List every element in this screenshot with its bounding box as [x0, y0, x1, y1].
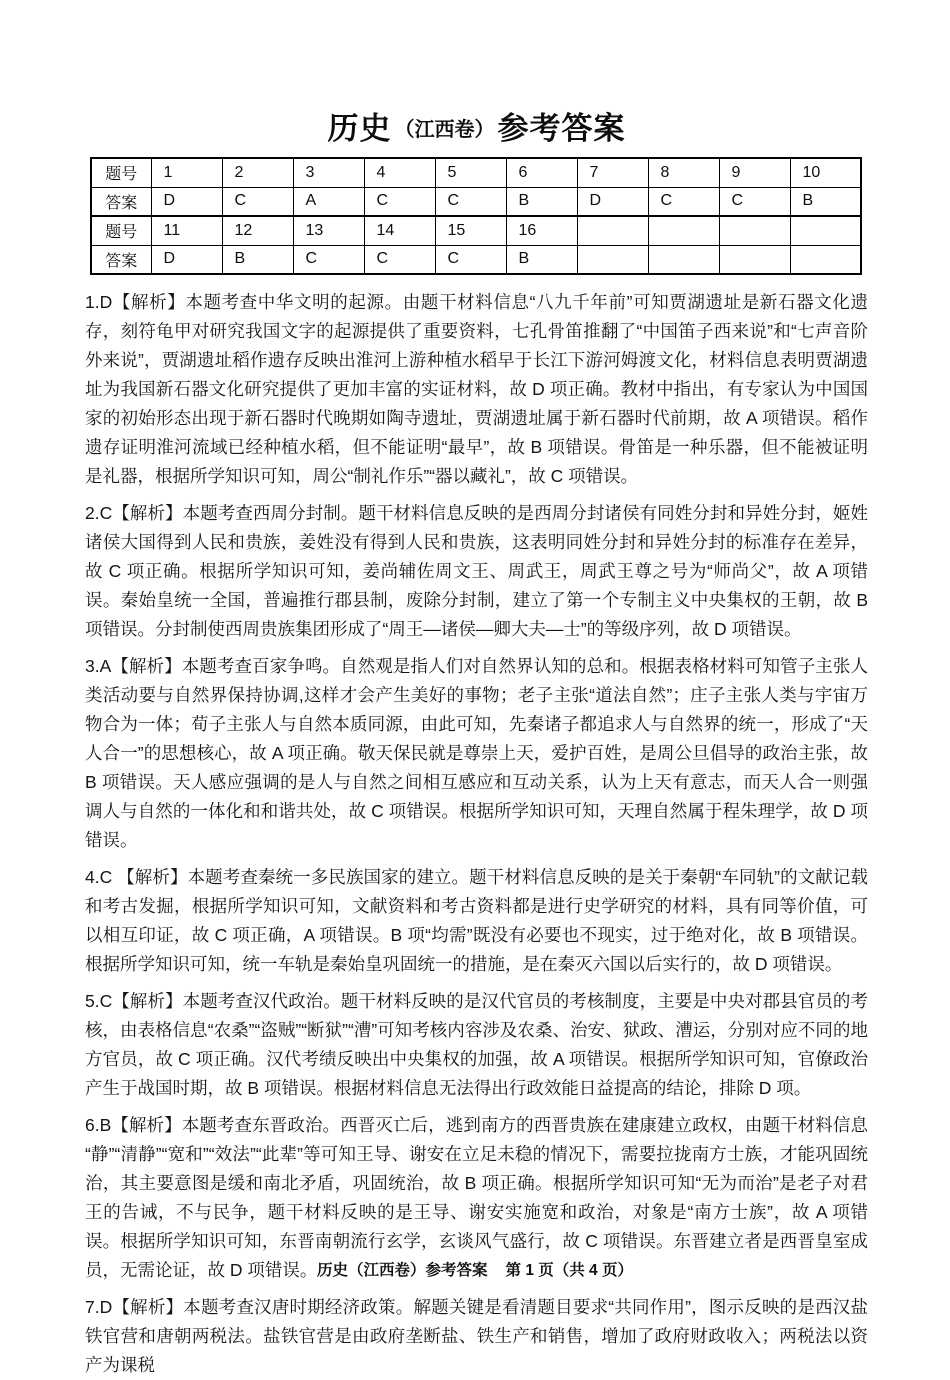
answer-letter-cell: B [506, 187, 577, 216]
row-label-cell: 题号 [91, 216, 151, 245]
question-number-cell: 13 [293, 216, 364, 245]
answer-letter-cell: C [364, 187, 435, 216]
answer-table-row [91, 216, 861, 245]
explanation-paragraph: 5.C【解析】本题考查汉代政治。题干材料反映的是汉代官员的考核制度，主要是中央对郡县官员的考核，由表格信息“农桑”“盗贼”“断狱”“漕”可知考核内容涉及农桑、治安、狱政、漕运，分别对应不同的地方官员，故 C 项正确。汉代考绩反映出中央集权的加强，故 A 项错误。根据所学知识可知，官僚政治产生于战国时期，故 B 项错误。根据材料信息无法得出行政效能日益提高的结论，排除 D 项。 [85, 991, 868, 1098]
answer-letter-cell: A [293, 187, 364, 216]
footer-page-number: 第 1 页（共 4 页） [505, 1262, 633, 1279]
answer-letter-cell: D [577, 187, 648, 216]
answer-letter-cell [719, 245, 790, 274]
question-number-cell [719, 216, 790, 245]
answer-key-table [90, 157, 862, 275]
answer-letter-cell: B [506, 245, 577, 274]
explanation-paragraph: 7.D【解析】本题考查汉唐时期经济政策。解题关键是看清题目要求“共同作用”，图示反映的是西汉盐铁官营和唐朝两税法。盐铁官营是由政府垄断盐、铁生产和销售，增加了政府财政收入；两税法以资产为课税 [85, 1297, 868, 1375]
explanation-paragraph: 6.B【解析】本题考查东晋政治。西晋灭亡后，逃到南方的西晋贵族在建康建立政权，由题干材料信息“静”“清静”“宽和”“效法”“此辈”等可知王导、谢安在立足未稳的情况下，需要拉拢南方士族，才能巩固统治，其主要意图是缓和南北矛盾，巩固统治，故 B 项正确。根据所学知识可知“无为而治”是老子对君王的告诫，不与民争，题干材料反映的是王导、谢安实施宽和政治，对象是“南方士族”，故 A 项错误。根据所学知识可知，东晋南朝流行玄学，玄谈风气盛行，故 C 项错误。东晋建立者是西晋皇室成员，无需论证，故 D 项错误。 [85, 1115, 868, 1280]
page-title [85, 103, 868, 148]
answer-letter-cell: C [293, 245, 364, 274]
question-number-cell: 7 [577, 158, 648, 187]
title-suffix: 参考答案 [497, 111, 626, 146]
question-number-cell [648, 216, 719, 245]
row-label-cell: 答案 [91, 187, 151, 216]
question-number-cell: 15 [435, 216, 506, 245]
question-number-cell: 11 [151, 216, 222, 245]
question-number-cell: 10 [790, 158, 861, 187]
answer-table-row [91, 158, 861, 187]
answer-letter-cell: B [222, 245, 293, 274]
row-label-cell: 答案 [91, 245, 151, 274]
question-number-cell [577, 216, 648, 245]
question-number-cell: 2 [222, 158, 293, 187]
explanation-paragraph: 4.C 【解析】本题考查秦统一多民族国家的建立。题干材料信息反映的是关于秦朝“车同轨”的文献记载和考古发掘，根据所学知识可知，文献资料和考古资料都是进行史学研究的材料，具有同等价值，可以相互印证，故 C 项正确，A 项错误。B 项“均需”既没有必要也不现实，过于绝对化，故 B 项错误。根据所学知识可知，统一车轨是秦始皇巩固统一的措施，是在秦灭六国以后实行的，故 D 项错误。 [85, 867, 868, 974]
answer-letter-cell [790, 245, 861, 274]
answer-letter-cell [648, 245, 719, 274]
title-subject: 历史 [327, 111, 392, 146]
question-number-cell: 6 [506, 158, 577, 187]
answer-letter-cell: C [435, 187, 506, 216]
title-paper: （江西卷） [394, 119, 495, 141]
answer-letter-cell: C [435, 245, 506, 274]
answer-key-table-body [91, 158, 861, 274]
question-number-cell: 9 [719, 158, 790, 187]
explanation-paragraph: 2.C【解析】本题考查西周分封制。题干材料信息反映的是西周分封诸侯有同姓分封和异姓分封，姬姓诸侯大国得到人民和贵族，姜姓没有得到人民和贵族，这表明同姓分封和异姓分封的标准存在差异，故 C 项正确。根据所学知识可知，姜尚辅佐周文王、周武王，周武王尊之号为“师尚父”，故 A 项错误。秦始皇统一全国，普遍推行郡县制，废除分封制，建立了第一个专制主义中央集权的王朝，故 B 项错误。分封制使西周贵族集团形成了“周王—诸侯—卿大夫—士”的等级序列，故 D 项错误。 [85, 503, 868, 639]
answer-letter-cell: D [151, 187, 222, 216]
answer-letter-cell: C [222, 187, 293, 216]
page-footer [0, 1258, 950, 1280]
explanation-paragraph: 3.A【解析】本题考查百家争鸣。自然观是指人们对自然界认知的总和。根据表格材料可知管子主张人类活动要与自然界保持协调,这样才会产生美好的事物；老子主张“道法自然”；庄子主张人类与宇宙万物合为一体；荀子主张人与自然本质同源，由此可知，先秦诸子都追求人与自然界的统一，形成了“天人合一”的思想核心，故 A 项正确。敬天保民就是尊崇上天，爱护百姓，是周公旦倡导的政治主张，故 B 项错误。天人感应强调的是人与自然之间相互感应和互动关系，认为上天有意志，而天人合一则强调人与自然的一体化和和谐共处，故 C 项错误。根据所学知识可知，天理自然属于程朱理学，故 D 项错误。 [85, 656, 868, 850]
question-number-cell: 5 [435, 158, 506, 187]
footer-doc-label: 历史（江西卷）参考答案 [317, 1262, 488, 1279]
answer-letter-cell: D [151, 245, 222, 274]
explanation-paragraph: 1.D【解析】本题考查中华文明的起源。由题干材料信息“八九千年前”可知贾湖遗址是新石器文化遗存，刻符龟甲对研究我国文字的起源提供了重要资料，七孔骨笛推翻了“中国笛子西来说”和“七声音阶外来说”，贾湖遗址稻作遗存反映出淮河上游种植水稻早于长江下游河姆渡文化，材料信息表明贾湖遗址为我国新石器文化研究提供了更加丰富的实证材料，故 D 项正确。教材中指出，有专家认为中国国家的初始形态出现于新石器时代晚期如陶寺遗址，贾湖遗址属于新石器时代前期，故 A 项错误。稻作遗存证明淮河流域已经种植水稻，但不能证明“最早”，故 B 项错误。骨笛是一种乐器，但不能被证明是礼器，根据所学知识可知，周公“制礼作乐”“器以藏礼”，故 C 项错误。 [85, 292, 868, 486]
question-number-cell: 16 [506, 216, 577, 245]
row-label-cell: 题号 [91, 158, 151, 187]
question-number-cell: 14 [364, 216, 435, 245]
question-number-cell: 12 [222, 216, 293, 245]
question-number-cell: 8 [648, 158, 719, 187]
question-number-cell: 3 [293, 158, 364, 187]
question-number-cell [790, 216, 861, 245]
answer-letter-cell: C [648, 187, 719, 216]
question-number-cell: 1 [151, 158, 222, 187]
answer-letter-cell [577, 245, 648, 274]
answer-table-row [91, 245, 861, 274]
answer-letter-cell: C [364, 245, 435, 274]
explanation-list [85, 288, 868, 1380]
answer-letter-cell: B [790, 187, 861, 216]
answer-table-row [91, 187, 861, 216]
question-number-cell: 4 [364, 158, 435, 187]
answer-letter-cell: C [719, 187, 790, 216]
